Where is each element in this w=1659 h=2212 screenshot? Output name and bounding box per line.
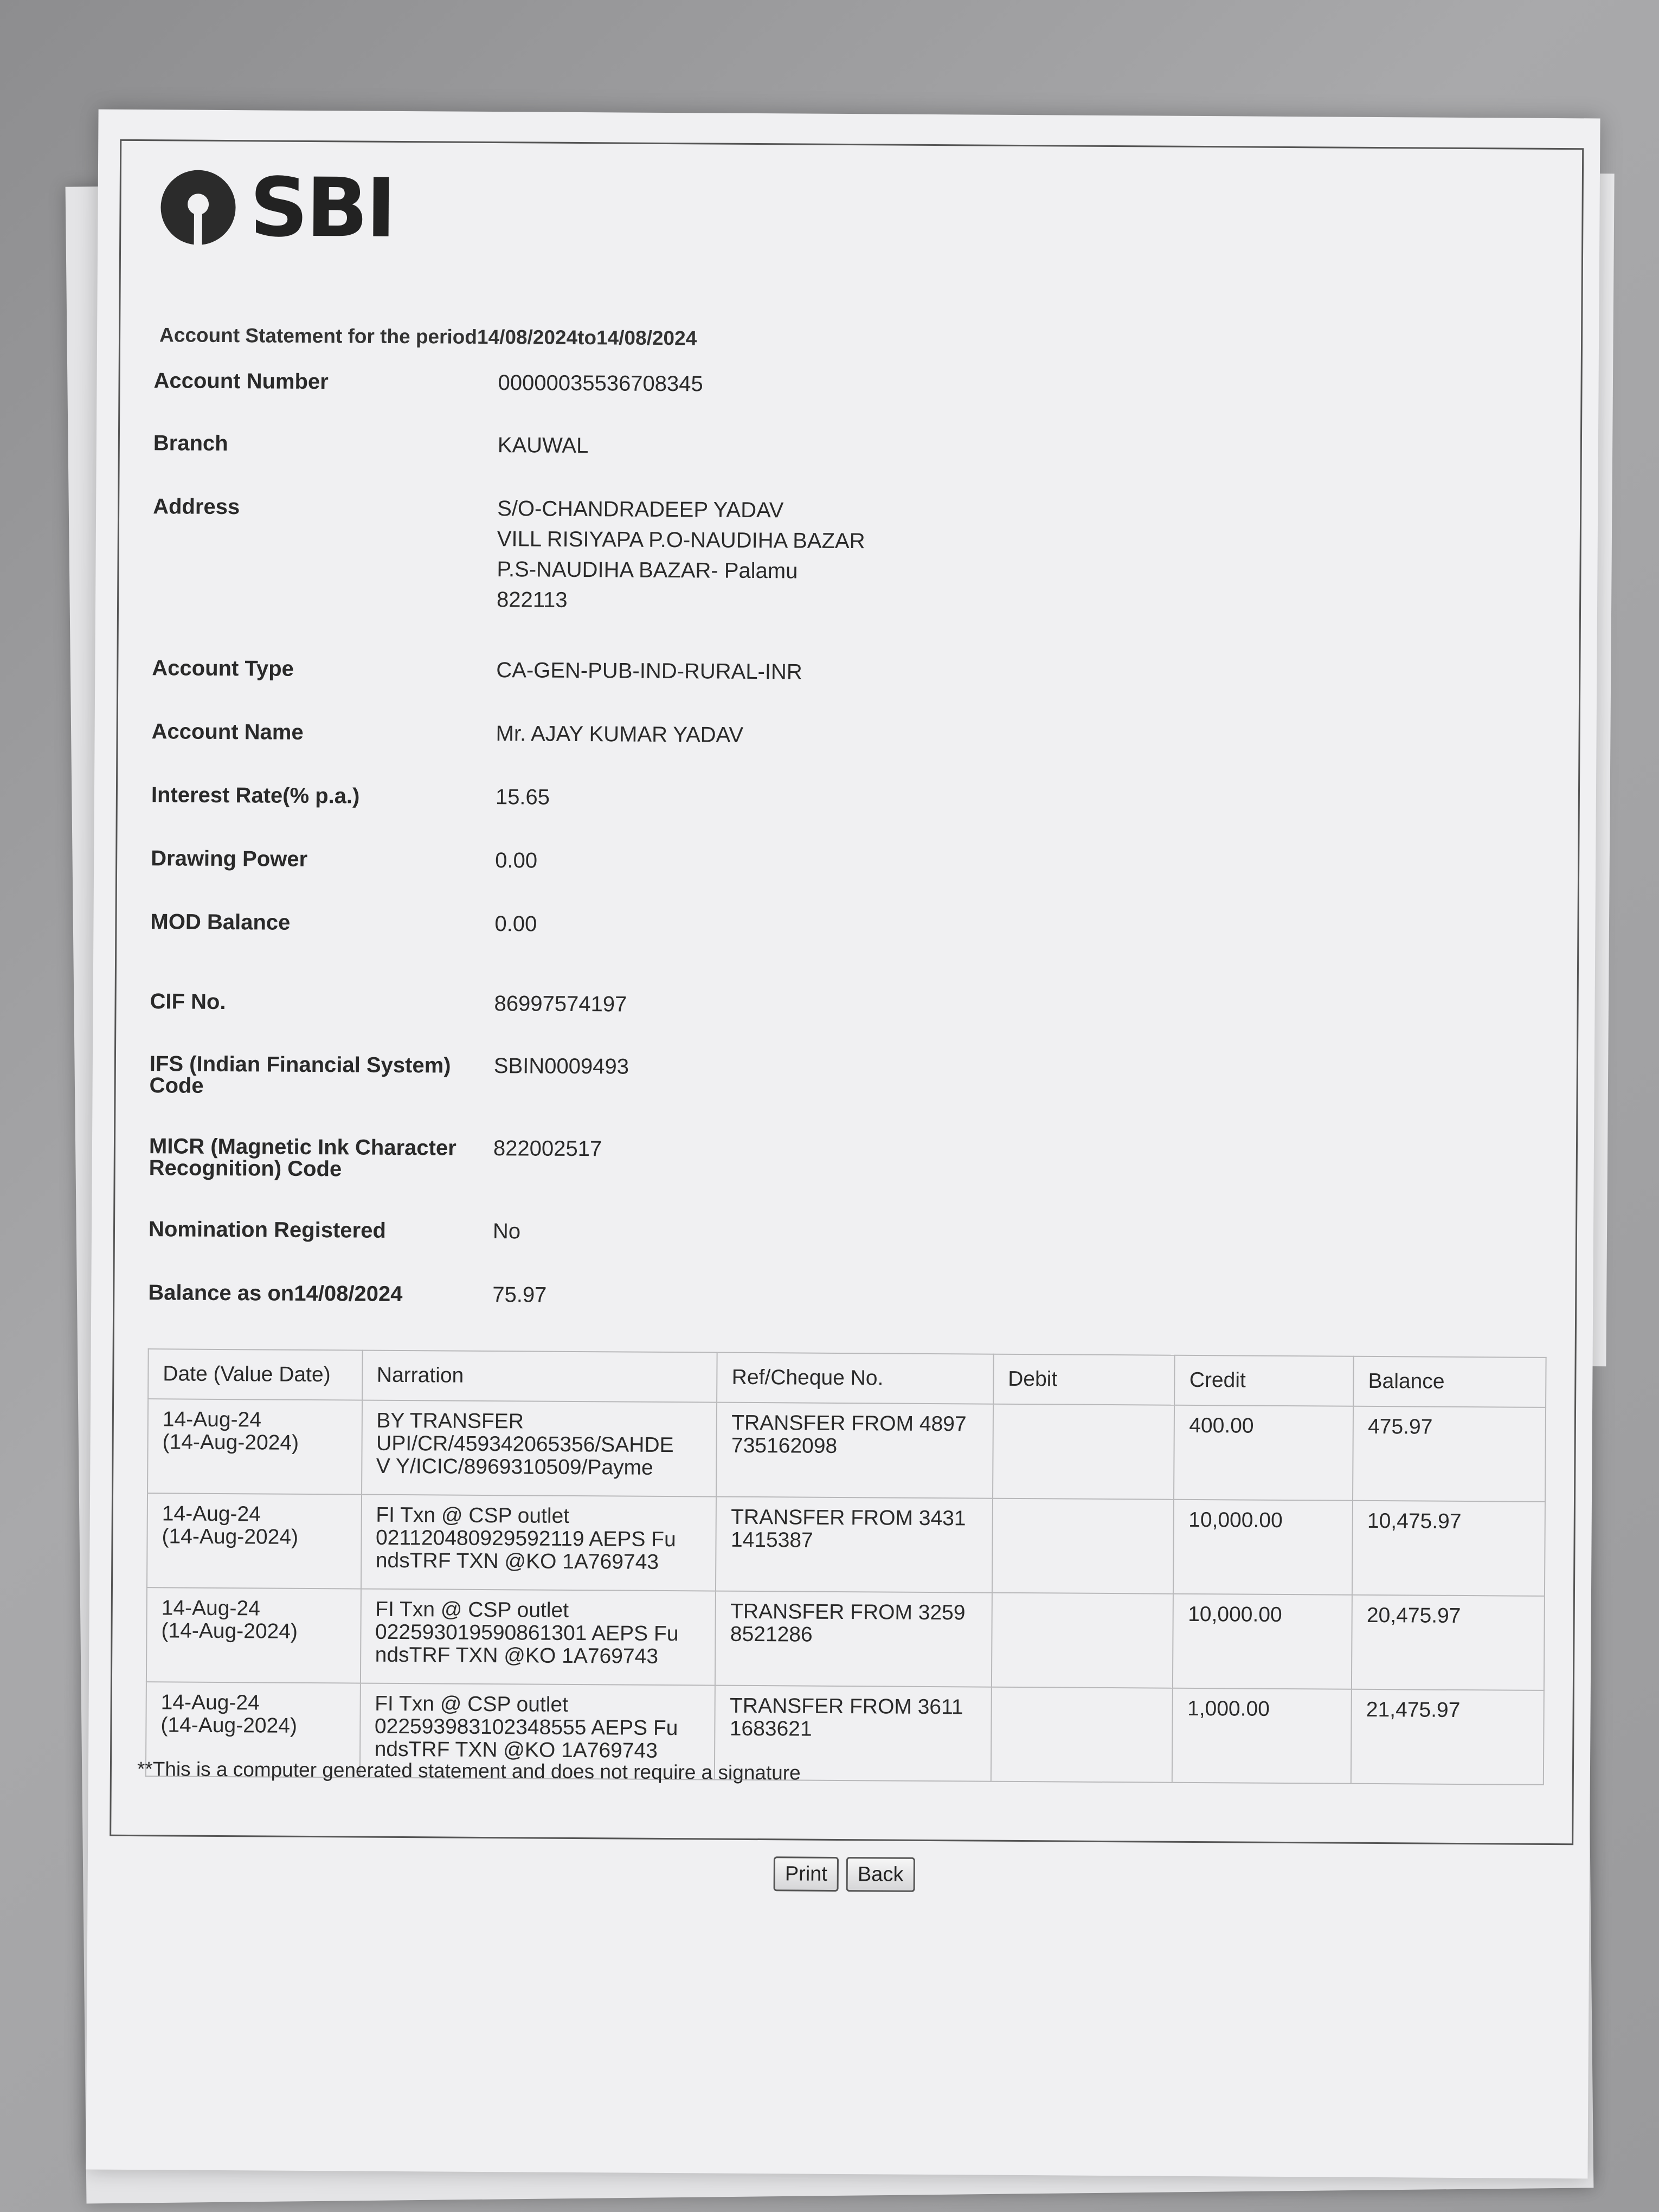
narration-line: ndsTRF TXN @KO 1A769743 [375, 1548, 659, 1574]
debit-cell [992, 1593, 1174, 1688]
ref-cell [715, 1591, 992, 1687]
statement-page [86, 110, 1600, 2179]
sbi-wordmark: SBI [249, 160, 395, 256]
ref-cell [716, 1497, 993, 1593]
account-name-label: Account Name [151, 719, 304, 744]
column-header-balance: Balance [1353, 1356, 1546, 1407]
nomination-value: No [492, 1219, 521, 1244]
date-cell [147, 1399, 362, 1494]
micr-label-line: MICR (Magnetic Ink Character [149, 1134, 456, 1160]
value-date-text: (14-Aug-2024) [161, 1619, 298, 1643]
ref-line: TRANSFER FROM 3611 [729, 1694, 963, 1719]
ref-line: 1683621 [729, 1716, 812, 1741]
narration-line: ndsTRF TXN @KO 1A769743 [374, 1737, 658, 1763]
address-line: P.S-NAUDIHA BAZAR- Palamu [497, 557, 798, 583]
micr-label [149, 1135, 485, 1181]
narration-line: ndsTRF TXN @KO 1A769743 [375, 1643, 659, 1668]
sbi-keyhole-logo-icon [157, 166, 239, 248]
narration-cell [360, 1589, 716, 1686]
nomination-label: Nomination Registered [148, 1217, 386, 1243]
credit-cell: 1,000.00 [1172, 1688, 1352, 1784]
credit-cell: 10,000.00 [1173, 1594, 1352, 1689]
action-buttons [774, 1856, 915, 1892]
statement-period: Account Statement for the period14/08/2024to14/08/2024 [159, 324, 697, 350]
branch-label: Branch [153, 431, 228, 456]
narration-cell [362, 1400, 717, 1497]
balance-cell: 21,475.97 [1351, 1689, 1544, 1785]
interest-rate-value: 15.65 [495, 785, 550, 809]
ref-line: TRANSFER FROM 4897 [731, 1411, 967, 1436]
narration-cell [361, 1495, 716, 1591]
footnote: **This is a computer generated statement and does not require a signature [137, 1758, 801, 1784]
column-header-narration: Narration [362, 1351, 717, 1403]
balance-label: Balance as on14/08/2024 [148, 1281, 403, 1307]
mod-balance-label: MOD Balance [150, 910, 291, 935]
ref-line: 8521286 [730, 1622, 813, 1647]
print-button[interactable]: Print [774, 1856, 839, 1892]
debit-cell [992, 1499, 1174, 1594]
table-row [147, 1493, 1545, 1596]
date-text: 14-Aug-24 [160, 1690, 260, 1715]
narration-line: 022593019590861301 AEPS Fu [375, 1620, 679, 1646]
date-cell [146, 1587, 361, 1683]
value-date-text: (14-Aug-2024) [162, 1525, 299, 1549]
credit-cell: 400.00 [1174, 1405, 1353, 1501]
ref-line: 1415387 [730, 1528, 813, 1552]
narration-line: V Y/ICIC/8969310509/Payme [376, 1454, 653, 1480]
date-text: 14-Aug-24 [162, 1407, 262, 1432]
narration-line: 022593983102348555 AEPS Fu [374, 1714, 678, 1740]
value-date-text: (14-Aug-2024) [162, 1430, 299, 1455]
address-line: S/O-CHANDRADEEP YADAV [497, 497, 784, 523]
drawing-power-label: Drawing Power [151, 846, 308, 871]
table-header-row [148, 1349, 1546, 1407]
account-number-label: Account Number [153, 369, 329, 394]
value-date-text: (14-Aug-2024) [160, 1713, 298, 1738]
account-number-value: 00000035536708345 [498, 371, 703, 396]
debit-cell [993, 1404, 1175, 1500]
account-name-value: Mr. AJAY KUMAR YADAV [496, 722, 744, 747]
balance-value: 75.97 [492, 1283, 547, 1307]
ref-cell [716, 1403, 993, 1499]
ref-line: TRANSFER FROM 3431 [731, 1505, 966, 1531]
narration-line: FI Txn @ CSP outlet [375, 1692, 569, 1716]
narration-line: FI Txn @ CSP outlet [375, 1597, 569, 1622]
balance-cell: 20,475.97 [1352, 1595, 1545, 1690]
back-button[interactable]: Back [846, 1857, 915, 1892]
mod-balance-value: 0.00 [494, 912, 537, 936]
micr-value: 822002517 [493, 1136, 602, 1161]
narration-line: BY TRANSFER [376, 1409, 524, 1433]
column-header-date: Date (Value Date) [148, 1349, 362, 1400]
column-header-credit: Credit [1175, 1355, 1354, 1406]
address-label: Address [153, 494, 240, 519]
date-text: 14-Aug-24 [162, 1502, 261, 1526]
credit-cell: 10,000.00 [1173, 1500, 1353, 1595]
sbi-logo [157, 160, 395, 256]
balance-cell: 10,475.97 [1352, 1501, 1545, 1596]
address-line: 822113 [496, 588, 568, 612]
debit-cell [991, 1687, 1173, 1783]
date-cell [147, 1493, 362, 1589]
address-value [497, 493, 865, 617]
narration-line: 021120480929592119 AEPS Fu [375, 1526, 676, 1552]
ifs-label-line: Code [149, 1073, 204, 1098]
ifs-value: SBIN0009493 [493, 1054, 629, 1079]
interest-rate-label: Interest Rate(% p.a.) [151, 783, 360, 808]
micr-label-line: Recognition) Code [149, 1156, 342, 1181]
balance-cell: 475.97 [1353, 1406, 1546, 1502]
date-text: 14-Aug-24 [161, 1596, 261, 1621]
ifs-label [150, 1053, 486, 1098]
narration-line: FI Txn @ CSP outlet [376, 1503, 570, 1528]
column-header-debit: Debit [993, 1354, 1175, 1405]
account-type-label: Account Type [152, 656, 294, 681]
branch-value: KAUWAL [497, 433, 589, 458]
column-header-ref: Ref/Cheque No. [717, 1353, 993, 1404]
ifs-label-line: IFS (Indian Financial System) [149, 1052, 451, 1078]
table-row [146, 1587, 1545, 1690]
cif-label: CIF No. [150, 989, 226, 1014]
ref-line: 735162098 [731, 1433, 838, 1458]
drawing-power-value: 0.00 [495, 848, 538, 873]
narration-line: UPI/CR/459342065356/SAHDE [376, 1431, 674, 1457]
cif-value: 86997574197 [494, 992, 627, 1017]
table-row [147, 1399, 1546, 1502]
transactions-table [145, 1348, 1547, 1785]
address-line: VILL RISIYAPA P.O-NAUDIHA BAZAR [497, 527, 865, 554]
account-type-value: CA-GEN-PUB-IND-RURAL-INR [496, 658, 802, 684]
ref-line: TRANSFER FROM 3259 [730, 1599, 966, 1625]
